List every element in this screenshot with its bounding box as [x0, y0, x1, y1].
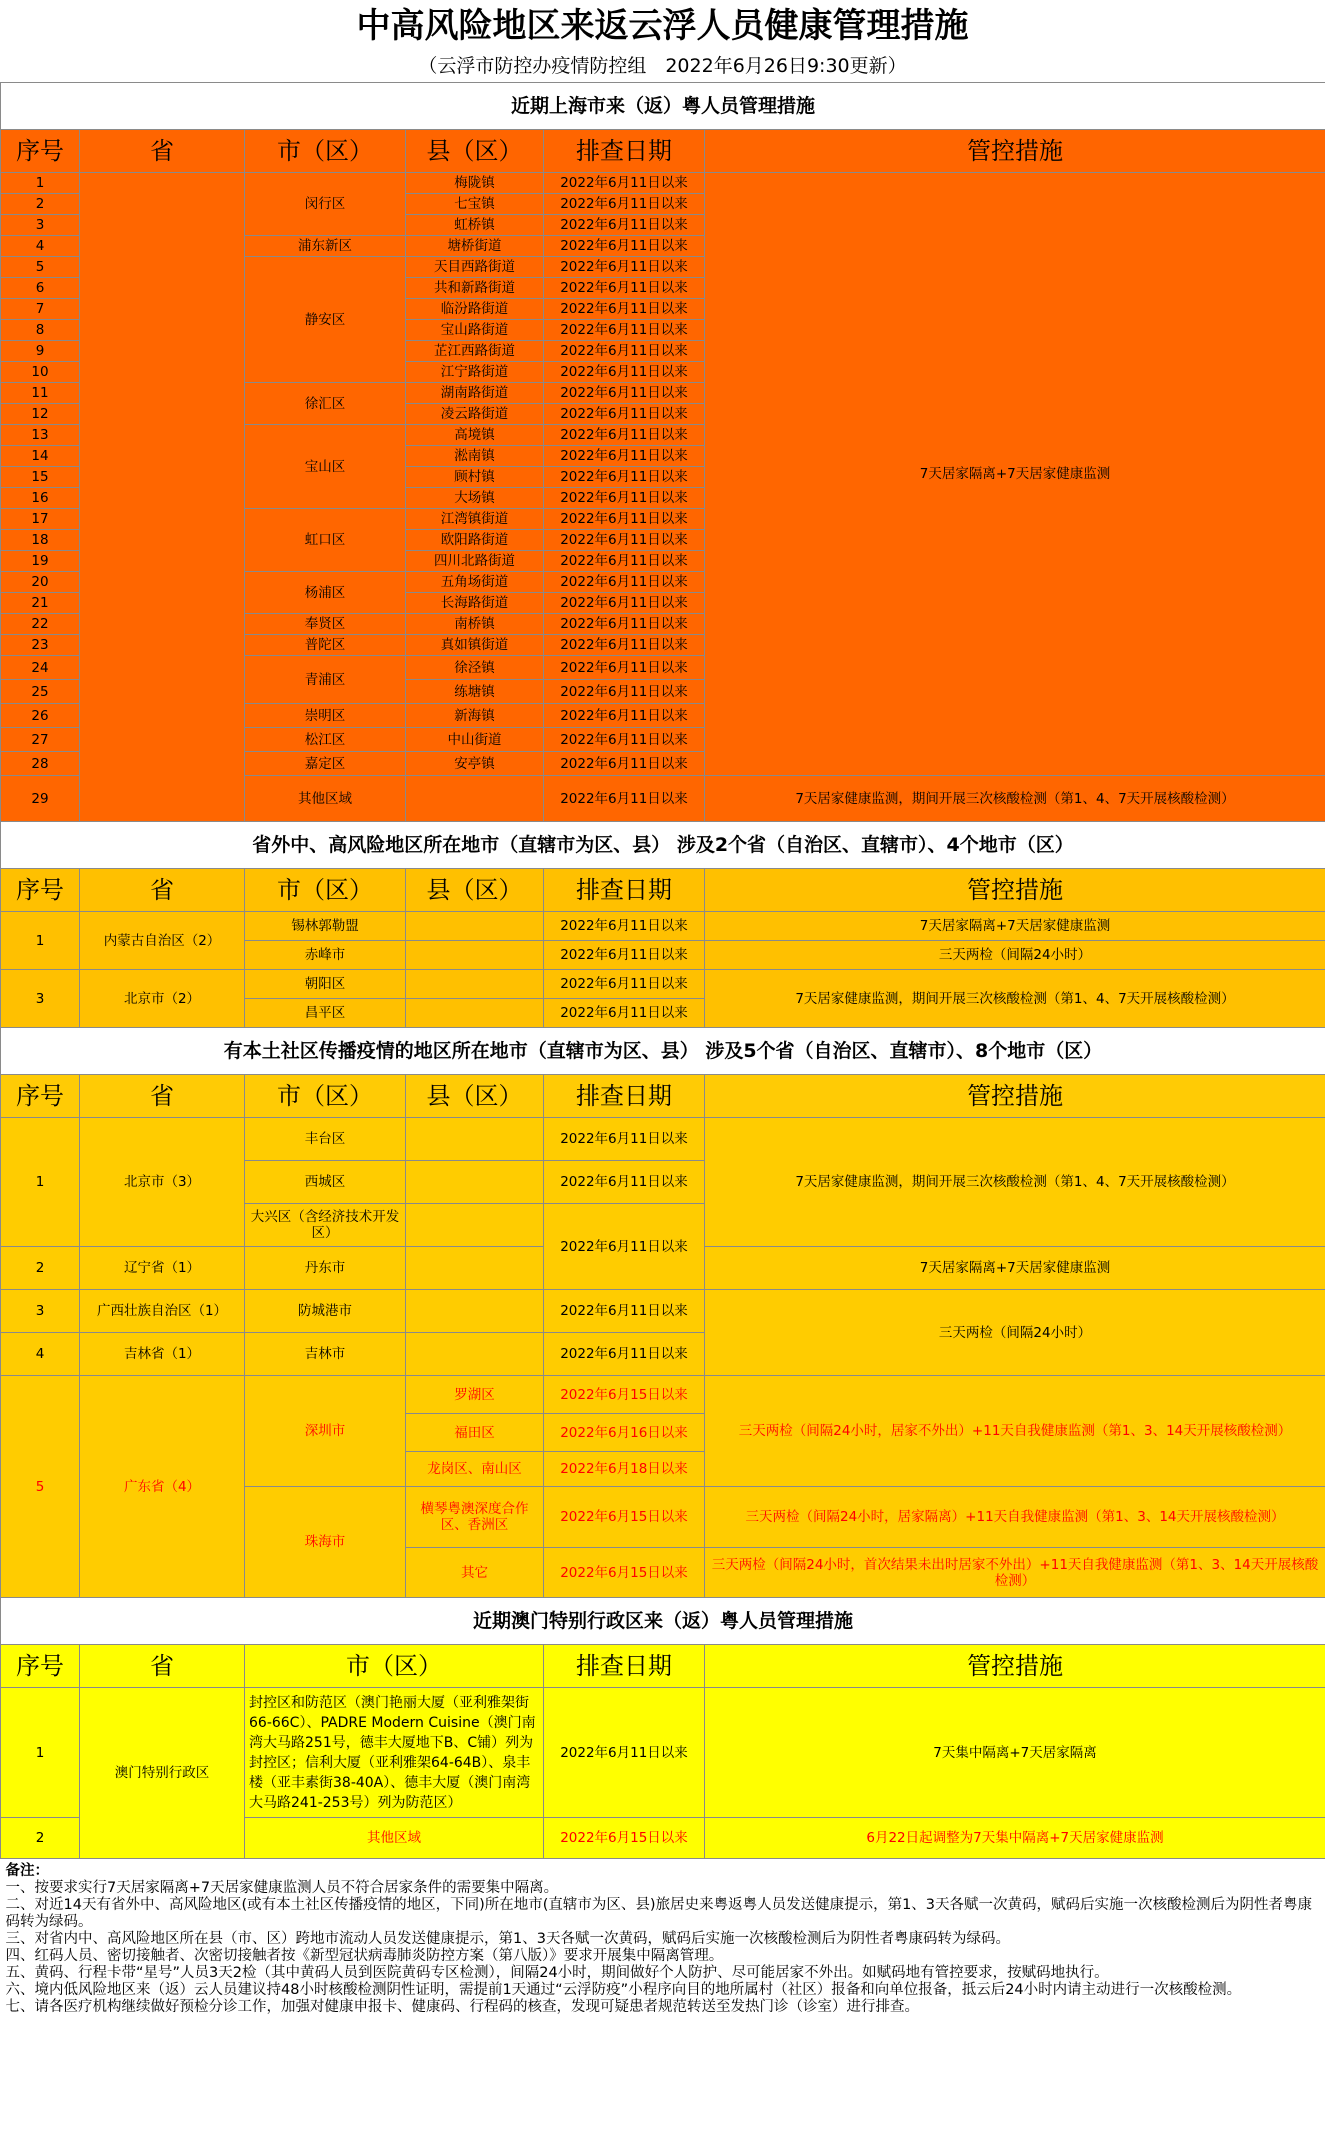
row-city: 朝阳区 [245, 970, 406, 999]
col-prov: 省 [80, 1645, 245, 1688]
row-seq: 16 [1, 488, 80, 509]
section2-title: 省外中、高风险地区所在地市（直辖市为区、县） 涉及2个省（自治区、直辖市）、4个地市（区） [1, 822, 1325, 869]
row-seq: 12 [1, 404, 80, 425]
col-prov: 省 [80, 1075, 245, 1118]
row-county: 临汾路街道 [406, 299, 544, 320]
row-prov: 北京市（2） [80, 970, 245, 1028]
row-county: 七宝镇 [406, 194, 544, 215]
col-prov: 省 [80, 130, 245, 173]
row-city: 昌平区 [245, 999, 406, 1028]
row-date: 2022年6月11日以来 [544, 1290, 705, 1333]
row-date: 2022年6月11日以来 [544, 704, 705, 728]
row-date: 2022年6月11日以来 [544, 467, 705, 488]
row-county: 江宁路街道 [406, 362, 544, 383]
province-cell [80, 173, 245, 822]
row-date: 2022年6月11日以来 [544, 728, 705, 752]
row-seq: 24 [1, 656, 80, 680]
row-county: 江湾镇街道 [406, 509, 544, 530]
row-measure: 三天两检（间隔24小时） [705, 1290, 1325, 1376]
section4-title: 近期澳门特别行政区来（返）粤人员管理措施 [1, 1598, 1325, 1645]
row-seq: 18 [1, 530, 80, 551]
row-city: 嘉定区 [245, 752, 406, 776]
row-city: 杨浦区 [245, 572, 406, 614]
row-county [406, 1161, 544, 1204]
row-county [406, 941, 544, 970]
row-county: 湖南路街道 [406, 383, 544, 404]
row-date: 2022年6月11日以来 [544, 215, 705, 236]
row-seq: 13 [1, 425, 80, 446]
row-date: 2022年6月11日以来 [544, 509, 705, 530]
row-date: 2022年6月11日以来 [544, 970, 705, 999]
row-prov: 辽宁省（1） [80, 1247, 245, 1290]
row-county: 横琴粤澳深度合作区、香洲区 [406, 1487, 544, 1548]
row-measure: 7天集中隔离+7天居家隔离 [705, 1688, 1325, 1818]
row-prov: 广东省（4） [80, 1376, 245, 1598]
row-county [406, 970, 544, 999]
row-seq: 23 [1, 635, 80, 656]
row-seq: 8 [1, 320, 80, 341]
row-seq: 15 [1, 467, 80, 488]
table-row [1, 912, 1325, 941]
row-date: 2022年6月11日以来 [544, 320, 705, 341]
row-city: 吉林市 [245, 1333, 406, 1376]
row-seq: 2 [1, 194, 80, 215]
row-city: 其他区域 [245, 1818, 544, 1859]
note-item: 七、请各医疗机构继续做好预检分诊工作，加强对健康申报卡、健康码、行程码的核查，发现可疑患者规范转送至发热门诊（诊室）进行排查。 [5, 1999, 919, 2015]
row-seq: 7 [1, 299, 80, 320]
row-city: 崇明区 [245, 704, 406, 728]
row-county: 塘桥街道 [406, 236, 544, 257]
row-date: 2022年6月11日以来 [544, 488, 705, 509]
row-measure: 7天居家隔离+7天居家健康监测 [705, 912, 1325, 941]
row-date: 2022年6月11日以来 [544, 551, 705, 572]
row-date: 2022年6月15日以来 [544, 1376, 705, 1414]
row-county [406, 1204, 544, 1247]
row-date: 2022年6月11日以来 [544, 1204, 705, 1290]
section1-header [1, 130, 1325, 173]
row-seq: 25 [1, 680, 80, 704]
notes-title: 备注： [5, 1863, 49, 1879]
col-measure: 管控措施 [705, 1645, 1325, 1688]
note-item: 六、境内低风险地区来（返）云人员建议持48小时核酸检测阴性证明，需提前1天通过“云浮防疫”小程序向目的地所属村（社区）报备和向单位报备，抵云后24小时内请主动进行一次核酸检测。 [5, 1982, 1242, 1998]
row-date: 2022年6月11日以来 [544, 194, 705, 215]
row-date: 2022年6月16日以来 [544, 1414, 705, 1452]
row-county: 福田区 [406, 1414, 544, 1452]
row-county: 淞南镇 [406, 446, 544, 467]
row-county [406, 1247, 544, 1290]
table-row [1, 1688, 1325, 1818]
col-county: 县（区） [406, 1075, 544, 1118]
row-seq: 1 [1, 912, 80, 970]
row-date: 2022年6月11日以来 [544, 999, 705, 1028]
row-city: 防城港市 [245, 1290, 406, 1333]
row-seq: 19 [1, 551, 80, 572]
row-date: 2022年6月11日以来 [544, 593, 705, 614]
row-seq: 4 [1, 236, 80, 257]
row-date: 2022年6月11日以来 [544, 341, 705, 362]
row-seq: 14 [1, 446, 80, 467]
row-date: 2022年6月11日以来 [544, 1118, 705, 1161]
row-county [406, 1290, 544, 1333]
row-city: 大兴区（含经济技术开发区） [245, 1204, 406, 1247]
col-date: 排查日期 [544, 130, 705, 173]
section3-header [1, 1075, 1325, 1118]
row-date: 2022年6月11日以来 [544, 425, 705, 446]
row-county [406, 1118, 544, 1161]
row-seq: 2 [1, 1247, 80, 1290]
row-seq: 3 [1, 970, 80, 1028]
row-county [406, 912, 544, 941]
row-measure: 6月22日起调整为7天集中隔离+7天居家健康监测 [705, 1818, 1325, 1859]
col-city: 市（区） [245, 130, 406, 173]
col-date: 排查日期 [544, 1645, 705, 1688]
row-city: 其他区域 [245, 776, 406, 822]
row-city: 奉贤区 [245, 614, 406, 635]
row-county: 五角场街道 [406, 572, 544, 593]
col-seq: 序号 [1, 1645, 80, 1688]
row-measure: 三天两检（间隔24小时） [705, 941, 1325, 970]
section1-title: 近期上海市来（返）粤人员管理措施 [1, 83, 1325, 130]
page-title: 中高风险地区来返云浮人员健康管理措施 [356, 6, 969, 46]
row-seq: 3 [1, 1290, 80, 1333]
row-county: 安亭镇 [406, 752, 544, 776]
row-date: 2022年6月11日以来 [544, 530, 705, 551]
note-item: 五、黄码、行程卡带“星号”人员3天2检（其中黄码人员到医院黄码专区检测），间隔24小时，期间做好个人防护、尽可能居家不外出。如赋码地有管控要求，按赋码地执行。 [5, 1965, 1109, 1981]
row-city: 珠海市 [245, 1487, 406, 1598]
row-date: 2022年6月11日以来 [544, 1333, 705, 1376]
row-county: 练塘镇 [406, 680, 544, 704]
row-date: 2022年6月11日以来 [544, 614, 705, 635]
row-city: 深圳市 [245, 1376, 406, 1487]
row-county: 高境镇 [406, 425, 544, 446]
row-county: 天目西路街道 [406, 257, 544, 278]
col-date: 排查日期 [544, 1075, 705, 1118]
col-measure: 管控措施 [705, 1075, 1325, 1118]
row-county [406, 999, 544, 1028]
row-measure: 三天两检（间隔24小时，居家隔离）+11天自我健康监测（第1、3、14天开展核酸检测） [705, 1487, 1325, 1548]
row-seq: 11 [1, 383, 80, 404]
row-county: 顾村镇 [406, 467, 544, 488]
row-city: 青浦区 [245, 656, 406, 704]
row-date: 2022年6月15日以来 [544, 1818, 705, 1859]
row-county: 四川北路街道 [406, 551, 544, 572]
col-city: 市（区） [245, 1075, 406, 1118]
row-seq: 22 [1, 614, 80, 635]
row-city: 松江区 [245, 728, 406, 752]
row-date: 2022年6月11日以来 [544, 635, 705, 656]
row-seq: 10 [1, 362, 80, 383]
row-county: 虹桥镇 [406, 215, 544, 236]
row-city: 普陀区 [245, 635, 406, 656]
row-seq: 5 [1, 1376, 80, 1598]
section3-title: 有本土社区传播疫情的地区所在地市（直辖市为区、县） 涉及5个省（自治区、直辖市）、8个地市（区） [1, 1028, 1325, 1075]
note-item: 二、对近14天有省外中、高风险地区(或有本土社区传播疫情的地区，下同)所在地市(直辖市为区、县)旅居史来粤返粤人员发送健康提示，第1、3天各赋一次黄码，赋码后实施一次核酸检测后为阴性者粤康码转为绿码。 [5, 1897, 1313, 1930]
row-seq: 9 [1, 341, 80, 362]
row-city: 赤峰市 [245, 941, 406, 970]
note-item: 四、红码人员、密切接触者、次密切接触者按《新型冠状病毒肺炎防控方案（第八版）》要求开展集中隔离管理。 [5, 1948, 724, 1964]
row-measure: 7天居家健康监测，期间开展三次核酸检测（第1、4、7天开展核酸检测） [705, 776, 1325, 822]
row-county: 梅陇镇 [406, 173, 544, 194]
row-date: 2022年6月11日以来 [544, 680, 705, 704]
table-row [1, 173, 1325, 194]
row-county: 南桥镇 [406, 614, 544, 635]
row-seq: 4 [1, 1333, 80, 1376]
row-date: 2022年6月11日以来 [544, 446, 705, 467]
row-prov: 内蒙古自治区（2） [80, 912, 245, 970]
page-subtitle: （云浮市防控办疫情防控组 2022年6月26日9:30更新） [418, 55, 907, 77]
row-measure: 7天居家健康监测，期间开展三次核酸检测（第1、4、7天开展核酸检测） [705, 1118, 1325, 1247]
row-date: 2022年6月11日以来 [544, 1161, 705, 1204]
row-prov: 北京市（3） [80, 1118, 245, 1247]
row-seq: 1 [1, 173, 80, 194]
row-county: 宝山路街道 [406, 320, 544, 341]
row-seq: 26 [1, 704, 80, 728]
row-date: 2022年6月11日以来 [544, 941, 705, 970]
table-row [1, 1118, 1325, 1161]
row-date: 2022年6月11日以来 [544, 912, 705, 941]
row-prov: 澳门特别行政区 [80, 1688, 245, 1859]
col-seq: 序号 [1, 130, 80, 173]
col-measure: 管控措施 [705, 869, 1325, 912]
row-county: 其它 [406, 1548, 544, 1598]
row-county: 徐泾镇 [406, 656, 544, 680]
row-city: 徐汇区 [245, 383, 406, 425]
col-city: 市（区） [245, 869, 406, 912]
row-seq: 27 [1, 728, 80, 752]
row-seq: 1 [1, 1118, 80, 1247]
row-city: 封控区和防范区（澳门艳丽大厦（亚利雅架街66-66C）、PADRE Modern Cuisine（澳门南湾大马路251号，德丰大厦地下B、C铺）列为封控区；信利大厦（亚利雅架64-64B）、泉丰楼（亚丰素街38-40A）、德丰大厦（澳门南湾大马路241-253号）列为防范区） [245, 1688, 544, 1818]
notes [1, 1859, 1325, 2021]
row-date: 2022年6月11日以来 [544, 362, 705, 383]
row-county: 新海镇 [406, 704, 544, 728]
row-measure: 三天两检（间隔24小时，居家不外出）+11天自我健康监测（第1、3、14天开展核酸检测） [705, 1376, 1325, 1487]
row-city: 静安区 [245, 257, 406, 383]
note-item: 一、按要求实行7天居家隔离+7天居家健康监测人员不符合居家条件的需要集中隔离。 [5, 1880, 559, 1896]
row-date: 2022年6月15日以来 [544, 1548, 705, 1598]
row-county: 凌云路街道 [406, 404, 544, 425]
row-seq: 5 [1, 257, 80, 278]
row-measure: 三天两检（间隔24小时，首次结果未出时居家不外出）+11天自我健康监测（第1、3、14天开展核酸检测） [705, 1548, 1325, 1598]
row-seq: 6 [1, 278, 80, 299]
row-county: 欧阳路街道 [406, 530, 544, 551]
row-county: 大场镇 [406, 488, 544, 509]
table-row [1, 1376, 1325, 1414]
row-date: 2022年6月11日以来 [544, 656, 705, 680]
row-city: 虹口区 [245, 509, 406, 572]
row-date: 2022年6月11日以来 [544, 404, 705, 425]
row-seq: 17 [1, 509, 80, 530]
col-county: 县（区） [406, 130, 544, 173]
section4-header [1, 1645, 1325, 1688]
col-date: 排查日期 [544, 869, 705, 912]
row-city: 西城区 [245, 1161, 406, 1204]
row-seq: 2 [1, 1818, 80, 1859]
row-measure: 7天居家健康监测，期间开展三次核酸检测（第1、4、7天开展核酸检测） [705, 970, 1325, 1028]
measures-table [0, 82, 1325, 2020]
col-city: 市（区） [245, 1645, 544, 1688]
row-date: 2022年6月11日以来 [544, 299, 705, 320]
row-county: 中山街道 [406, 728, 544, 752]
row-seq: 3 [1, 215, 80, 236]
row-measure: 7天居家隔离+7天居家健康监测 [705, 173, 1325, 776]
row-city: 丹东市 [245, 1247, 406, 1290]
row-date: 2022年6月11日以来 [544, 236, 705, 257]
col-seq: 序号 [1, 869, 80, 912]
row-date: 2022年6月11日以来 [544, 383, 705, 404]
row-seq: 21 [1, 593, 80, 614]
table-row [1, 970, 1325, 999]
row-date: 2022年6月11日以来 [544, 572, 705, 593]
row-seq: 1 [1, 1688, 80, 1818]
row-county: 长海路街道 [406, 593, 544, 614]
col-seq: 序号 [1, 1075, 80, 1118]
row-city: 闵行区 [245, 173, 406, 236]
row-county: 罗湖区 [406, 1376, 544, 1414]
row-city: 丰台区 [245, 1118, 406, 1161]
row-date: 2022年6月11日以来 [544, 173, 705, 194]
row-city: 宝山区 [245, 425, 406, 509]
col-prov: 省 [80, 869, 245, 912]
row-date: 2022年6月11日以来 [544, 1688, 705, 1818]
row-prov: 吉林省（1） [80, 1333, 245, 1376]
table-row [1, 1290, 1325, 1333]
row-date: 2022年6月11日以来 [544, 257, 705, 278]
row-date: 2022年6月15日以来 [544, 1487, 705, 1548]
row-date: 2022年6月11日以来 [544, 278, 705, 299]
row-date: 2022年6月18日以来 [544, 1452, 705, 1487]
row-county: 共和新路街道 [406, 278, 544, 299]
row-measure: 7天居家隔离+7天居家健康监测 [705, 1247, 1325, 1290]
row-city: 浦东新区 [245, 236, 406, 257]
section2-header [1, 869, 1325, 912]
note-item: 三、对省内中、高风险地区所在县（市、区）跨地市流动人员发送健康提示，第1、3天各赋一次黄码，赋码后实施一次核酸检测后为阴性者粤康码转为绿码。 [5, 1931, 1010, 1947]
row-date: 2022年6月11日以来 [544, 776, 705, 822]
col-measure: 管控措施 [705, 130, 1325, 173]
row-seq: 29 [1, 776, 80, 822]
row-county: 真如镇街道 [406, 635, 544, 656]
row-seq: 20 [1, 572, 80, 593]
row-prov: 广西壮族自治区（1） [80, 1290, 245, 1333]
row-county: 芷江西路街道 [406, 341, 544, 362]
row-county [406, 1333, 544, 1376]
row-date: 2022年6月11日以来 [544, 752, 705, 776]
row-county: 龙岗区、南山区 [406, 1452, 544, 1487]
col-county: 县（区） [406, 869, 544, 912]
row-county [406, 776, 544, 822]
row-city: 锡林郭勒盟 [245, 912, 406, 941]
row-seq: 28 [1, 752, 80, 776]
